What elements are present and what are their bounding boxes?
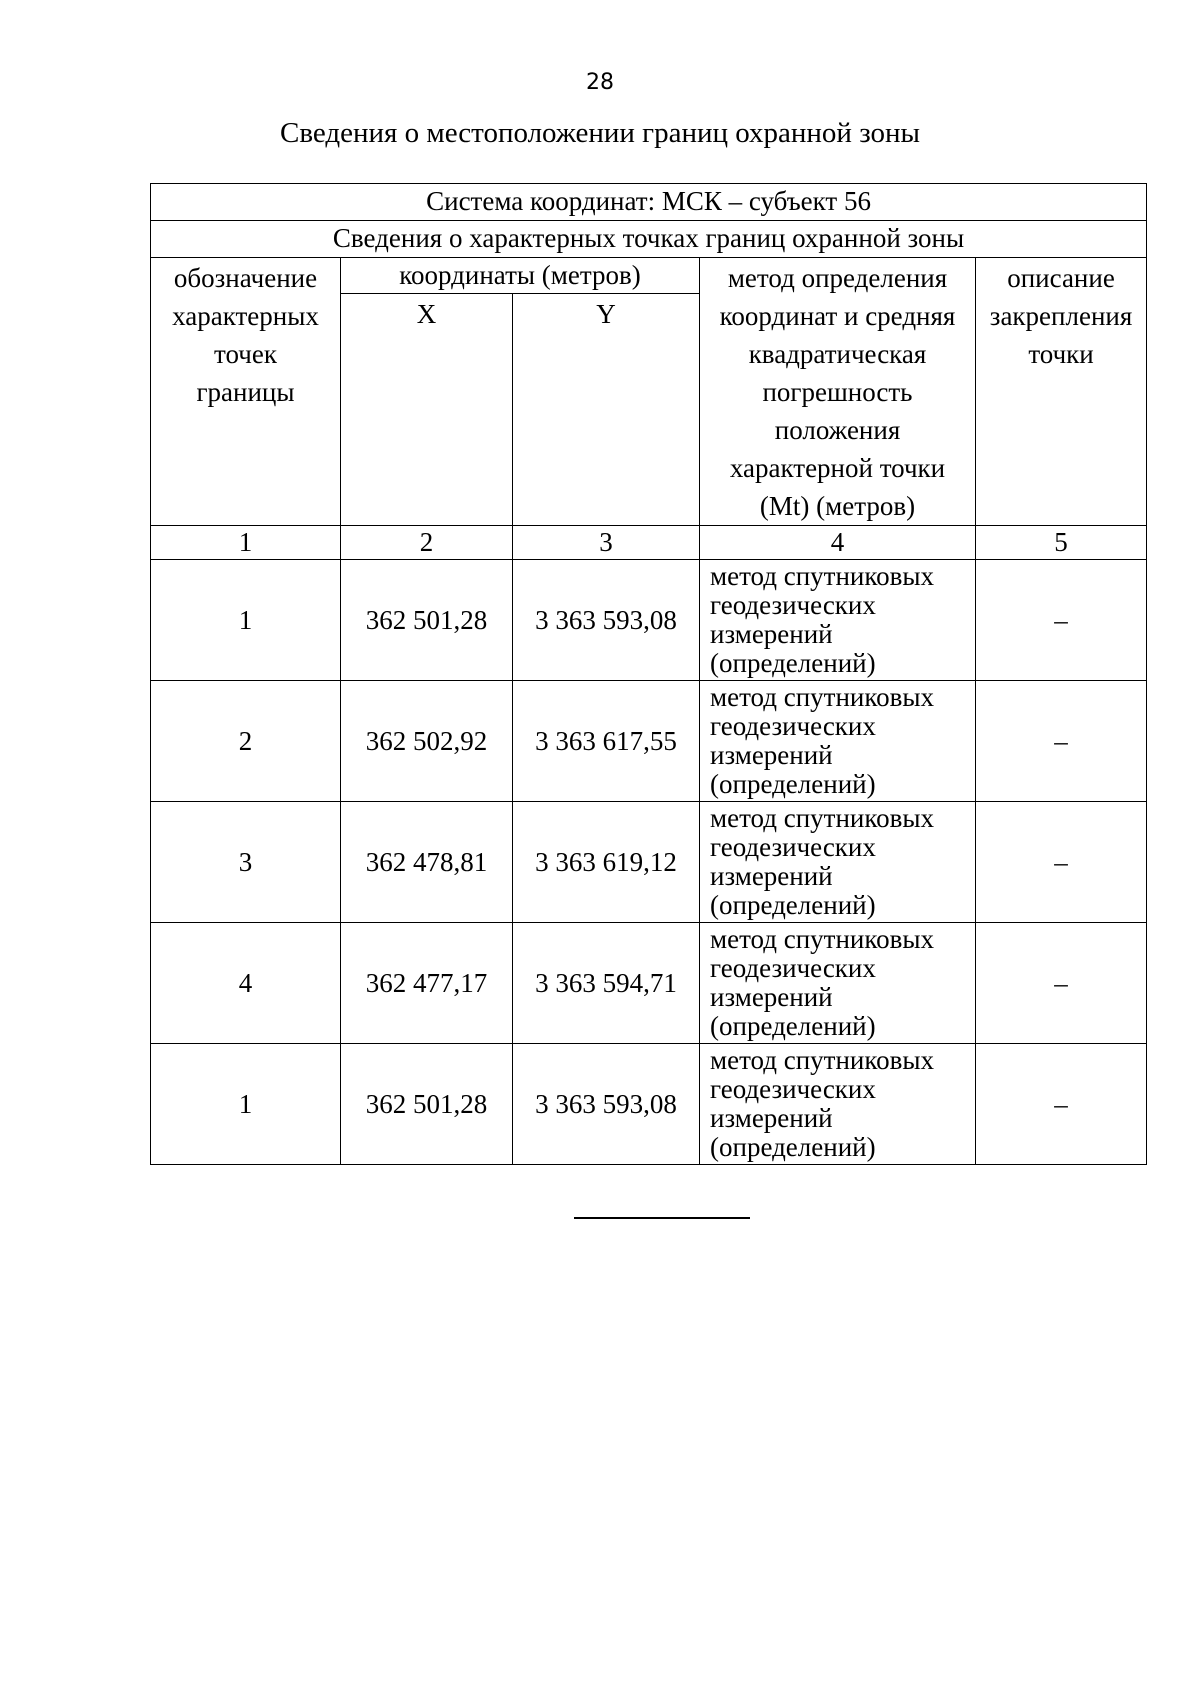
method-line: измерений	[710, 619, 833, 649]
closing-divider-line	[574, 1217, 750, 1219]
header-line: описание	[1007, 263, 1115, 293]
header-line: квадратическая	[748, 339, 927, 369]
document-title: Сведения о местоположении границ охранной зоны	[279, 117, 920, 149]
method-line: метод спутниковых	[710, 561, 934, 591]
point-cell: 4	[151, 923, 341, 1044]
column-number-row	[151, 526, 1147, 560]
method-line: (определений)	[710, 648, 876, 678]
method-line: (определений)	[710, 890, 876, 920]
header-line: закрепления	[989, 301, 1133, 331]
x-cell: 362 501,28	[341, 560, 513, 681]
method-line: (определений)	[710, 1011, 876, 1041]
boundary-points-table	[150, 183, 1147, 1165]
table-row	[151, 802, 1147, 923]
method-line: измерений	[710, 1103, 833, 1133]
method-line: (определений)	[710, 1132, 876, 1162]
method-line: измерений	[710, 861, 833, 891]
fixing-cell: –	[976, 681, 1147, 802]
header-y: Y	[513, 294, 700, 526]
column-header-row	[151, 258, 1147, 294]
x-cell: 362 501,28	[341, 1044, 513, 1165]
fixing-cell: –	[976, 802, 1147, 923]
method-cell	[700, 560, 976, 681]
method-line: измерений	[710, 740, 833, 770]
column-number: 5	[976, 526, 1147, 560]
x-cell: 362 478,81	[341, 802, 513, 923]
header-line: обозначение	[173, 263, 318, 293]
header-line: характерных	[172, 301, 319, 331]
table-row	[151, 1044, 1147, 1165]
method-line: метод спутниковых	[710, 803, 934, 833]
header-line: координат и средняя	[719, 301, 956, 331]
section-cell: Сведения о характерных точках границ охранной зоны	[151, 221, 1147, 258]
method-line: измерений	[710, 982, 833, 1012]
method-cell	[700, 923, 976, 1044]
header-line: погрешность	[762, 377, 913, 407]
method-line: геодезических	[710, 832, 876, 862]
header-line: характерной точки	[729, 453, 946, 483]
header-line: метод определения	[727, 263, 948, 293]
header-line: (Mt) (метров)	[759, 491, 916, 521]
table-row	[151, 560, 1147, 681]
point-cell: 1	[151, 1044, 341, 1165]
header-point-designation	[151, 258, 341, 526]
point-cell: 3	[151, 802, 341, 923]
header-line: точек	[214, 339, 277, 369]
header-line: границы	[196, 377, 295, 407]
table-row	[151, 923, 1147, 1044]
coordinate-system-cell: Система координат: МСК – субъект 56	[151, 184, 1147, 221]
method-line: метод спутниковых	[710, 682, 934, 712]
y-cell: 3 363 594,71	[513, 923, 700, 1044]
method-line: геодезических	[710, 1074, 876, 1104]
header-coordinates: координаты (метров)	[341, 258, 700, 294]
column-number: 4	[700, 526, 976, 560]
column-number: 3	[513, 526, 700, 560]
header-line: положения	[774, 415, 901, 445]
header-method	[700, 258, 976, 526]
page-number: 28	[586, 70, 614, 95]
method-cell	[700, 681, 976, 802]
header-x: X	[341, 294, 513, 526]
method-line: (определений)	[710, 769, 876, 799]
y-cell: 3 363 593,08	[513, 1044, 700, 1165]
point-cell: 2	[151, 681, 341, 802]
header-fixing-description	[976, 258, 1147, 526]
point-cell: 1	[151, 560, 341, 681]
fixing-cell: –	[976, 923, 1147, 1044]
section-row	[151, 221, 1147, 258]
header-line: точки	[1028, 339, 1094, 369]
x-cell: 362 477,17	[341, 923, 513, 1044]
fixing-cell: –	[976, 560, 1147, 681]
column-number: 1	[151, 526, 341, 560]
method-line: геодезических	[710, 711, 876, 741]
method-line: геодезических	[710, 953, 876, 983]
y-cell: 3 363 617,55	[513, 681, 700, 802]
method-line: геодезических	[710, 590, 876, 620]
method-line: метод спутниковых	[710, 924, 934, 954]
y-cell: 3 363 593,08	[513, 560, 700, 681]
table-row	[151, 681, 1147, 802]
x-cell: 362 502,92	[341, 681, 513, 802]
method-cell	[700, 1044, 976, 1165]
column-number: 2	[341, 526, 513, 560]
fixing-cell: –	[976, 1044, 1147, 1165]
y-cell: 3 363 619,12	[513, 802, 700, 923]
method-cell	[700, 802, 976, 923]
coordinate-system-row	[151, 184, 1147, 221]
method-line: метод спутниковых	[710, 1045, 934, 1075]
